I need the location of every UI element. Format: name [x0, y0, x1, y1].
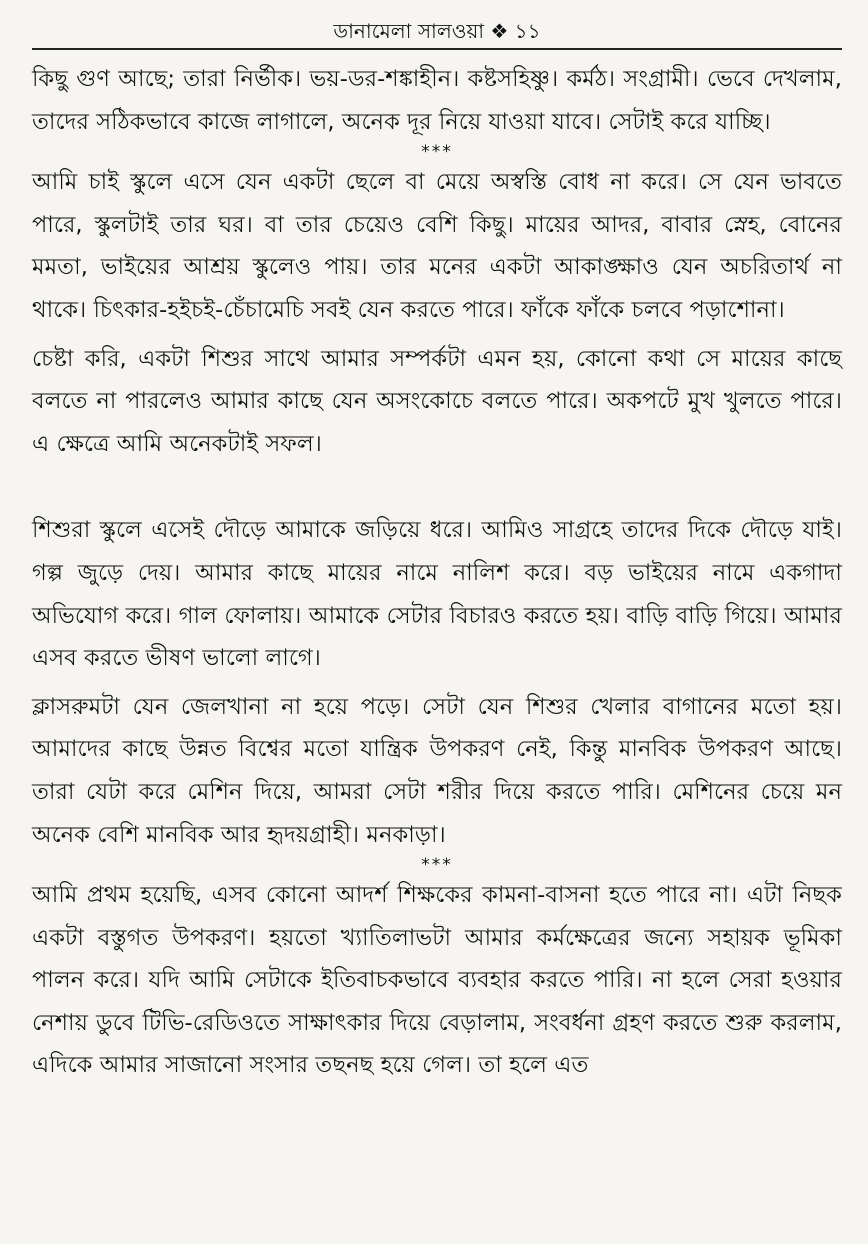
paragraph-6: আমি প্রথম হয়েছি, এসব কোনো আদর্শ শিক্ষকের কামনা-বাসনা হতে পারে না। এটা নিছক একটা বস্তুগত উপকরণ। হয়তো খ্যাতিলাভটা আমার কর্মক্ষেত্রের জন্যে সহায়ক ভূমিকা পালন করে। যদি আমি সেটাকে ইতিবাচকভাবে ব্যবহার করতে পারি। না হলে সেরা হওয়ার নেশায় ডুবে টিভি-রেডিওতে সাক্ষাৎকার দিয়ে বেড়ালাম, সংবর্ধনা গ্রহণ করতে শুরু করলাম, এদিকে আমার সাজানো সংসার তছনছ হয়ে গেল। তা হলে এত [32, 882, 842, 1079]
blank-space [32, 465, 842, 509]
paragraph-1: কিছু গুণ আছে; তারা নির্ভীক। ভয়-ডর-শঙ্কাহীন। কষ্টসহিষ্ণু। কর্মঠ। সংগ্রামী। ভেবে দেখলাম, তাদের সঠিকভাবে কাজে লাগালে, অনেক দূর নিয়ে যাওয়া যাবে। সেটাই করে যাচ্ছি। [32, 66, 842, 135]
paragraph-5: ক্লাসরুমটা যেন জেলখানা না হয়ে পড়ে। সেটা যেন শিশুর খেলার বাগানের মতো হয়। আমাদের কাছে উন্নত বিশ্বের মতো যান্ত্রিক উপকরণ নেই, কিন্তু মানবিক উপকরণ আছে। তারা যেটা করে মেশিন দিয়ে, আমরা সেটা শরীর দিয়ে করতে পারি। মেশিনের চেয়ে মন অনেক বেশি মানবিক আর হৃদয়গ্রাহী। মনকাড়া। [32, 693, 842, 848]
section-separator-2: *** [421, 855, 453, 876]
paragraph-3: চেষ্টা করি, একটা শিশুর সাথে আমার সম্পর্কটা এমন হয়, কোনো কথা সে মায়ের কাছে বলতে না পারলেও আমার কাছে যেন অসংকোচে বলতে পারে। অকপটে মুখ খুলতে পারে। এ ক্ষেত্রে আমি অনেকটাই সফল। [32, 345, 842, 457]
header-rule [32, 48, 842, 50]
paragraph-2: আমি চাই স্কুলে এসে যেন একটা ছেলে বা মেয়ে অস্বস্তি বোধ না করে। সে যেন ভাবতে পারে, স্কুলটাই তার ঘর। বা তার চেয়েও বেশি কিছু। মায়ের আদর, বাবার স্নেহ, বোনের মমতা, ভাইয়ের আশ্রয় স্কুলেও পায়। তার মনের একটা আকাঙ্ক্ষাও যেন অচরিতার্থ না থাকে। চিৎকার-হইচই-চেঁচামেচি সবই যেন করতে পারে। ফাঁকে ফাঁকে চলবে পড়াশোনা। [32, 169, 842, 323]
running-head: ডানামেলা সালওয়া ❖ ১১ [333, 19, 541, 43]
paragraph-4: শিশুরা স্কুলে এসেই দৌড়ে আমাকে জড়িয়ে ধরে। আমিও সাগ্রহে তাদের দিকে দৌড়ে যাই। গল্প জুড়ে দেয়। আমার কাছে মায়ের নামে নালিশ করে। বড় ভাইয়ের নামে একগাদা অভিযোগ করে। গাল ফোলায়। আমাকে সেটার বিচারও করতে হয়। বাড়ি বাড়ি গিয়ে। আমার এসব করতে ভীষণ ভালো লাগে। [32, 517, 842, 672]
section-separator-1: *** [421, 142, 453, 163]
